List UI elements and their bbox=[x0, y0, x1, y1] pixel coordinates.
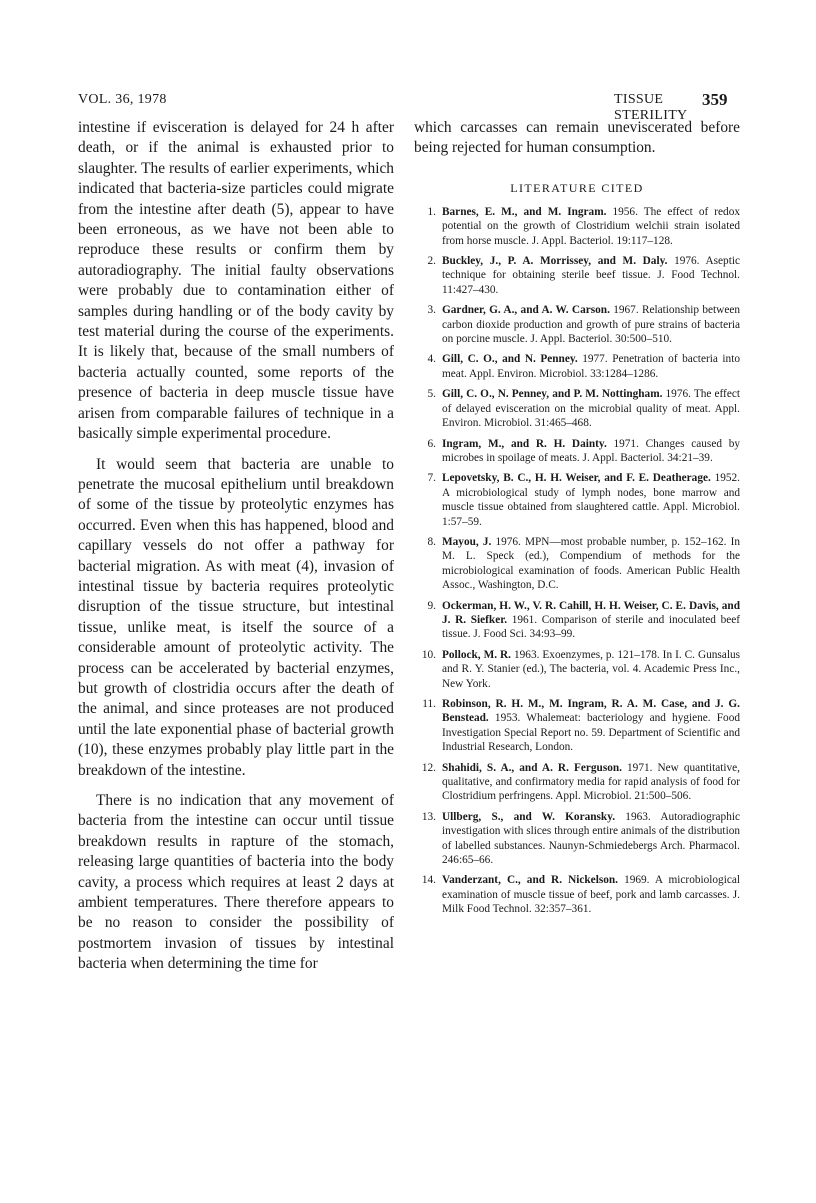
reference-number: 6. bbox=[427, 437, 436, 450]
reference-number: 7. bbox=[427, 472, 436, 485]
reference-authors: Barnes, E. M., and M. Ingram. bbox=[442, 205, 607, 218]
reference-item bbox=[414, 648, 740, 691]
running-title: TISSUE STERILITY bbox=[614, 92, 688, 123]
reference-item bbox=[414, 761, 740, 804]
reference-number: 10. bbox=[421, 648, 436, 661]
right-column bbox=[414, 118, 740, 923]
reference-text: 1976. The effect of delayed evisceration on the microbial quality of meat. Appl. Environ. Microbiol. 31:465–468. bbox=[442, 388, 740, 430]
reference-text: 1969. A microbiological examination of muscle tissue of beef, pork and lamb carcasses. J. Milk Food Technol. 32:357–361. bbox=[442, 874, 741, 916]
reference-authors: Gardner, G. A., and A. W. Carson. bbox=[442, 304, 610, 317]
reference-text: 1953. Whalemeat: bacteriology and hygiene. Food Investigation Special Report no. 59. Department of Scientific and Industrial Research, London. bbox=[442, 712, 741, 754]
reference-item bbox=[414, 387, 740, 430]
reference-text: 1976. Aseptic technique for obtaining sterile beef tissue. J. Food Technol. 11:427–430. bbox=[442, 255, 740, 296]
reference-number: 14. bbox=[421, 874, 436, 887]
reference-number: 8. bbox=[427, 535, 436, 548]
reference-text: 1971. Changes caused by microbes in spoilage of meats. J. Appl. Bacteriol. 34:21–39. bbox=[442, 437, 740, 464]
reference-text: 1963. Autoradiographic investigation with slices through entire animals of the distribution of labelled substances. Naunyn-Schmiedebergs Arch. Pharmacol. 246:65–66. bbox=[442, 810, 740, 867]
reference-authors: Ockerman, H. W., V. R. Cahill, H. H. Weiser, C. E. Davis, and J. R. Siefker. bbox=[442, 599, 740, 626]
reference-item bbox=[414, 254, 740, 297]
reference-text: 1961. Comparison of sterile and inoculated beef tissue. J. Food Sci. 34:93–99. bbox=[442, 613, 741, 641]
reference-text: 1977. Penetration of bacteria into meat. Appl. Environ. Microbiol. 33:1284–1286. bbox=[442, 353, 740, 380]
reference-text: 1956. The effect of redox potential on the growth of Clostridium welchii strain isolated from horse muscle. J. Appl. Bacteriol. 19:117–128. bbox=[442, 205, 740, 247]
reference-item bbox=[414, 471, 740, 529]
reference-list bbox=[414, 205, 740, 917]
reference-text: 1976. MPN—most probable number, p. 152–162. In M. L. Speck (ed.), Compendium of methods for the microbiological examination of foods. American Public Health Assoc., Washington, D.C. bbox=[442, 535, 740, 592]
reference-number: 12. bbox=[421, 761, 436, 774]
reference-text: 1963. Exoenzymes, p. 121–178. In I. C. Gunsalus and R. Y. Stanier (ed.), The bacteria, vol. 4. Academic Press Inc., New York. bbox=[442, 648, 741, 690]
reference-number: 5. bbox=[427, 388, 436, 401]
reference-text: 1952. A microbiological study of lymph nodes, bone marrow and muscle tissue obtained from slaughtered cattle. Appl. Microbiol. 1:57–59. bbox=[442, 472, 740, 528]
left-column bbox=[78, 118, 394, 975]
page-number: 359 bbox=[702, 90, 728, 109]
reference-item bbox=[414, 437, 740, 466]
reference-authors: Ullberg, S., and W. Koransky. bbox=[442, 810, 616, 823]
page-header bbox=[78, 90, 738, 123]
body-paragraph-continuation: which carcasses can remain uneviscerated before being rejected for human consumption. bbox=[414, 119, 740, 157]
body-paragraph: There is no indication that any movement of bacteria from the intestine can occur until tissue breakdown results in rapture of the stomach, releasing large quantities of bacteria into the body cavity, a process which requires at least 2 days at ambient temperatures. There therefore appears to be no reason to consider the possibility of postmortem invasion of tissues by intestinal bacteria when determining the time for bbox=[78, 792, 394, 973]
reference-number: 13. bbox=[421, 810, 436, 823]
reference-authors: Pollock, M. R. bbox=[442, 648, 512, 661]
body-paragraph: intestine if evisceration is delayed for 24 h after death, or if the animal is exhausted prior to slaughter. The results of earlier experiments, which indicated that bacteria-size particles could migrate from the intestine after death (5), appear to have been erroneous, as we have not been able to reproduce these results or confirm them by autoradiography. The initial faulty observations were probably due to contamination either of samples during handling or of the body cavity by test material during the course of the experiments. It is likely that, because of the small numbers of bacteria actually counted, some reports of the presence of bacteria in deep muscle tissue have arisen from comparable failures of technique in a basically simple experimental procedure. bbox=[78, 119, 394, 443]
reference-authors: Ingram, M., and R. H. Dainty. bbox=[442, 437, 607, 450]
literature-cited-heading: LITERATURE CITED bbox=[510, 180, 644, 195]
reference-authors: Lepovetsky, B. C., H. H. Weiser, and F. E. Deatherage. bbox=[442, 472, 711, 485]
reference-authors: Shahidi, S. A., and A. R. Ferguson. bbox=[442, 761, 622, 774]
reference-number: 2. bbox=[427, 255, 436, 268]
reference-authors: Vanderzant, C., and R. Nickelson. bbox=[442, 874, 618, 887]
reference-item bbox=[414, 303, 740, 346]
reference-item bbox=[414, 599, 740, 642]
reference-item bbox=[414, 205, 740, 248]
reference-authors: Gill, C. O., and N. Penney. bbox=[442, 353, 578, 366]
reference-number: 4. bbox=[427, 353, 436, 366]
reference-item bbox=[414, 810, 740, 868]
reference-item bbox=[414, 697, 740, 755]
reference-number: 11. bbox=[422, 698, 436, 710]
reference-authors: Robinson, R. H. M., M. Ingram, R. A. M. Case, and J. G. Benstead. bbox=[442, 698, 740, 725]
reference-text: 1967. Relationship between carbon dioxide production and growth of pure strains of bacteria on porcine muscle. J. Appl. Bacteriol. 30:500–510. bbox=[442, 304, 740, 346]
reference-item bbox=[414, 535, 740, 593]
reference-authors: Buckley, J., P. A. Morrissey, and M. Daly. bbox=[442, 255, 668, 268]
reference-number: 9. bbox=[427, 599, 436, 612]
journal-volume: VOL. 36, 1978 bbox=[78, 92, 167, 107]
reference-item bbox=[414, 873, 740, 916]
reference-authors: Gill, C. O., N. Penney, and P. M. Nottingham. bbox=[442, 388, 663, 401]
reference-item bbox=[414, 352, 740, 381]
body-paragraph: It would seem that bacteria are unable to penetrate the mucosal epithelium until breakdown of some of the tissue by proteolytic enzymes has occurred. Even when this has happened, blood and capillary vessels do not offer a pathway for bacterial migration. As with meat (4), invasion of intestinal tissue by bacteria requires proteolytic disruption of the tissue structure, but intestinal tissue, unlike meat, is itself the source of a considerable amount of proteolytic activity. The process can be accelerated by bacterial enzymes, but growth of clostridia occurs after the death of the animal, and since proteases are not produced until the late exponential phase of bacterial growth (10), these enzymes probably play little part in the breakdown of the intestine. bbox=[78, 455, 394, 779]
reference-authors: Mayou, J. bbox=[442, 535, 492, 548]
reference-number: 3. bbox=[427, 304, 436, 317]
reference-text: 1971. New quantitative, qualitative, and confirmatory media for rapid analysis of food for Clostridium perfringens. Appl. Microbiol. 21:500–506. bbox=[442, 761, 740, 803]
reference-number: 1. bbox=[427, 205, 436, 218]
